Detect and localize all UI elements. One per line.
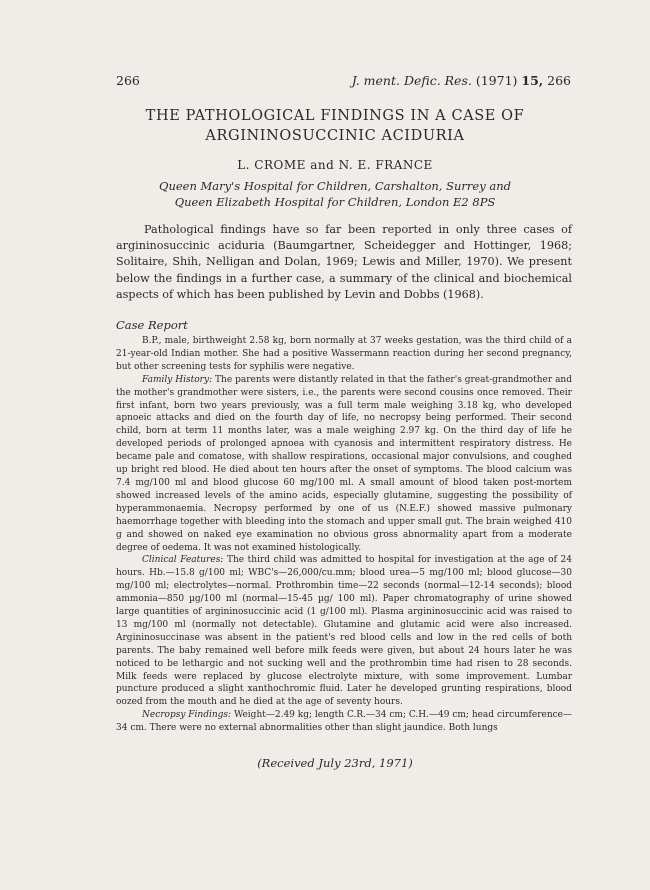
case-paragraph: B.P., male, birthweight 2.58 kg, born normally at 37 weeks gestation, was the third child of a 21-year-old Indian mother. She had a positive Wassermann reaction during her second pregnancy, but other screening tests for syphilis were negative. xyxy=(116,336,572,372)
clinical-features-text: The third child was admitted to hospital for investigation at the age of 24 hours. Hb.—15.8 g/100 ml; WBC's—26,000/cu.mm; blood urea—5 mg/100 ml; blood glucose—30 mg/100 ml; electrolytes—normal. Prothrombin time—22 seconds (normal—12-14 seconds); blood ammonia—850 µg/100 ml (normal—15-45 µg/ 100 ml). Paper chromatography of urine showed large quantities of argininosuccinic acid (1 g/100 ml). Plasma argininosuccinic acid was raised to 13 mg/100 ml (normally not detectable). Glutamine and glutamic acid were also increased. Argininosuccinase was absent in the patient's red blood cells and low in the red cells of both parents. The baby remained well before milk feeds were given, but about 24 hours later he was noticed to be lethargic and not sucking well and the prothrombin time had risen to 28 seconds. Milk feeds were replaced by glucose electrolyte mixture, with some improvement. Lumbar puncture produced a slight xanthochromic fluid. Later he developed grunting respirations, blood oozed from the mouth and he died at the age of seventy hours. xyxy=(116,555,572,708)
affiliation-2: Queen Elizabeth Hospital for Children, London E2 8PS xyxy=(174,195,496,209)
journal-year: (1971) xyxy=(475,73,518,88)
necropsy-heading: Necropsy Findings: xyxy=(142,710,232,721)
journal-name: J. ment. Defic. Res. xyxy=(351,73,472,88)
family-history-heading: Family History: xyxy=(142,374,213,385)
title-line-1: THE PATHOLOGICAL FINDINGS IN A CASE OF xyxy=(145,108,525,124)
intro-paragraph: Pathological findings have so far been reported in only three cases of argininosuccinic aciduria (Baumgartner, Scheidegger and Hottinger, 1968; Solitaire, Shih, Nelligan and Dolan, 1969; Lewis and Miller, 1970). We present below the findings in a further case, a summary of the clinical and biochemical aspects of which has been published by Levin and Dobbs (1968). xyxy=(116,223,572,301)
necropsy-text: Weight—2.49 kg; length C.R.—34 cm; C.H.—49 cm; head circumference—34 cm. There were no external abnormalities other than slight jaundice. Both lungs xyxy=(116,710,572,734)
affiliation-1: Queen Mary's Hospital for Children, Carshalton, Surrey and xyxy=(159,179,511,193)
authors: L. CROME and N. E. FRANCE xyxy=(237,158,433,172)
journal-volume: 15, xyxy=(521,73,544,88)
family-history-paragraph xyxy=(116,374,572,555)
affiliations xyxy=(100,178,570,210)
introduction xyxy=(116,222,572,303)
article-title xyxy=(100,106,570,146)
clinical-features-paragraph xyxy=(116,554,572,709)
family-history-text: The parents were distantly related in that the father's great-grandmother and the mother's grandmother were sisters, i.e., the parents were second cousins once removed. Their first infant, born two years previously, was a full term male weighing 3.18 kg, who developed apnoeic attacks and died on the fourth day of life, no necropsy being performed. Their second child, born at term 11 months later, was a male weighing 2.97 kg. On the third day of life he developed periods of prolonged apnoea with cyanosis and intermittent respiratory distress. He became pale and comatose, with shallow respirations, occasional major convulsions, and coughed up bright red blood. He died about ten hours after the onset of symptoms. The blood calcium was 7.4 mg/100 ml and blood glucose 60 mg/100 ml. A small amount of blood taken post-mortem showed increased levels of the amino acids, especially glutamine, suggesting the possibility of hyperammonaemia. Necropsy performed by one of us (N.E.F.) showed massive pulmonary haemorrhage together with bleeding into the stomach and upper small gut. The brain weighed 410 g and showed on naked eye examination no obvious gross abnormality apart from a moderate degree of oedema. It was not examined histologically. xyxy=(116,374,572,553)
received-date: (Received July 23rd, 1971) xyxy=(257,756,413,770)
journal-citation xyxy=(352,73,571,88)
running-header xyxy=(116,73,571,91)
article-body xyxy=(116,335,572,735)
section-heading: Case Report xyxy=(116,318,188,332)
page-number: 266 xyxy=(116,73,140,88)
journal-page: 266 xyxy=(547,73,571,88)
title-line-2: ARGININOSUCCINIC ACIDURIA xyxy=(205,128,465,144)
necropsy-paragraph xyxy=(116,709,572,735)
clinical-features-heading: Clinical Features: xyxy=(142,555,224,566)
